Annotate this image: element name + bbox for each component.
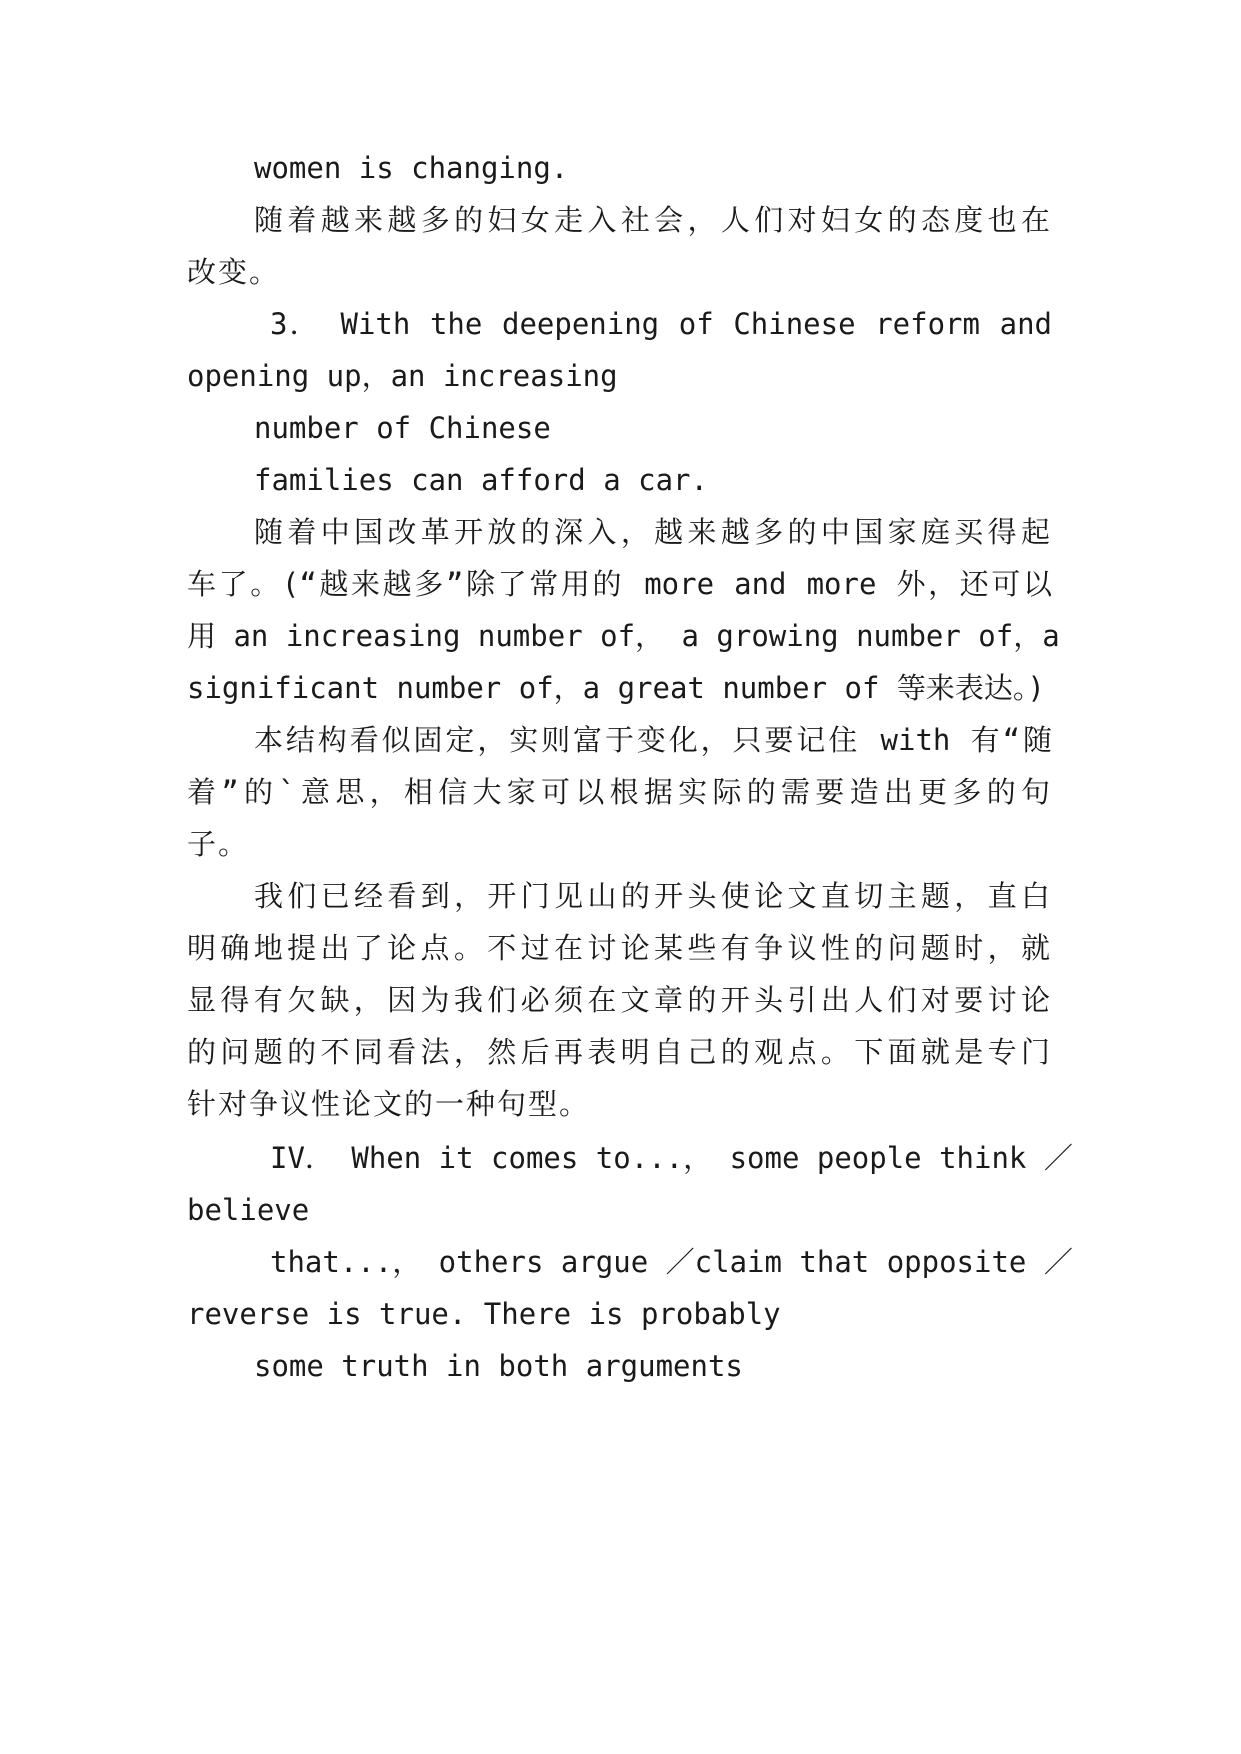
paragraph-line: some truth in both arguments	[254, 1349, 743, 1383]
paragraph-line: 用 an increasing number of， a growing number of，a	[187, 619, 1060, 653]
paragraph-line: reverse is true. There is probably	[187, 1297, 781, 1331]
paragraph-line: significant number of，a great number of 等来表达。)	[187, 671, 1045, 705]
paragraph-line: opening up，an increasing	[187, 359, 618, 393]
paragraph-line: 着”的`意思，相信大家可以根据实际的需要造出更多的句	[187, 775, 1052, 809]
paragraph-line: 明确地提出了论点。不过在讨论某些有争议性的问题时，就	[187, 931, 1052, 965]
paragraph-line: families can afford a car.	[254, 463, 708, 497]
paragraph-line: believe	[187, 1193, 310, 1227]
paragraph-line: 改变。	[187, 255, 281, 289]
paragraph-line: 针对争议性论文的一种句型。	[187, 1087, 591, 1121]
paragraph-line: 车了。(“越来越多”除了常用的 more and more 外，还可以	[187, 567, 1052, 601]
paragraph-line: that...， others argue ／claim that opposite ／	[270, 1245, 1073, 1279]
paragraph-line: 我们已经看到，开门见山的开头使论文直切主题，直白	[254, 879, 1052, 913]
list-item-heading: 3． With the deepening of Chinese reform and	[270, 307, 1052, 341]
paragraph-line: 随着越来越多的妇女走入社会，人们对妇女的态度也在	[254, 203, 1052, 237]
paragraph-line: number of Chinese	[254, 411, 551, 445]
paragraph-line: 显得有欠缺，因为我们必须在文章的开头引出人们对要讨论	[187, 983, 1052, 1017]
paragraph-line: 随着中国改革开放的深入，越来越多的中国家庭买得起	[254, 515, 1052, 549]
paragraph-line: women is changing.	[254, 151, 569, 185]
paragraph-line: 子。	[187, 827, 250, 861]
list-item-heading: IV． When it comes to...， some people think ／	[270, 1141, 1073, 1175]
paragraph-line: 的问题的不同看法，然后再表明自己的观点。下面就是专门	[187, 1035, 1052, 1069]
paragraph-line: 本结构看似固定，实则富于变化，只要记住 with 有“随	[254, 723, 1052, 757]
